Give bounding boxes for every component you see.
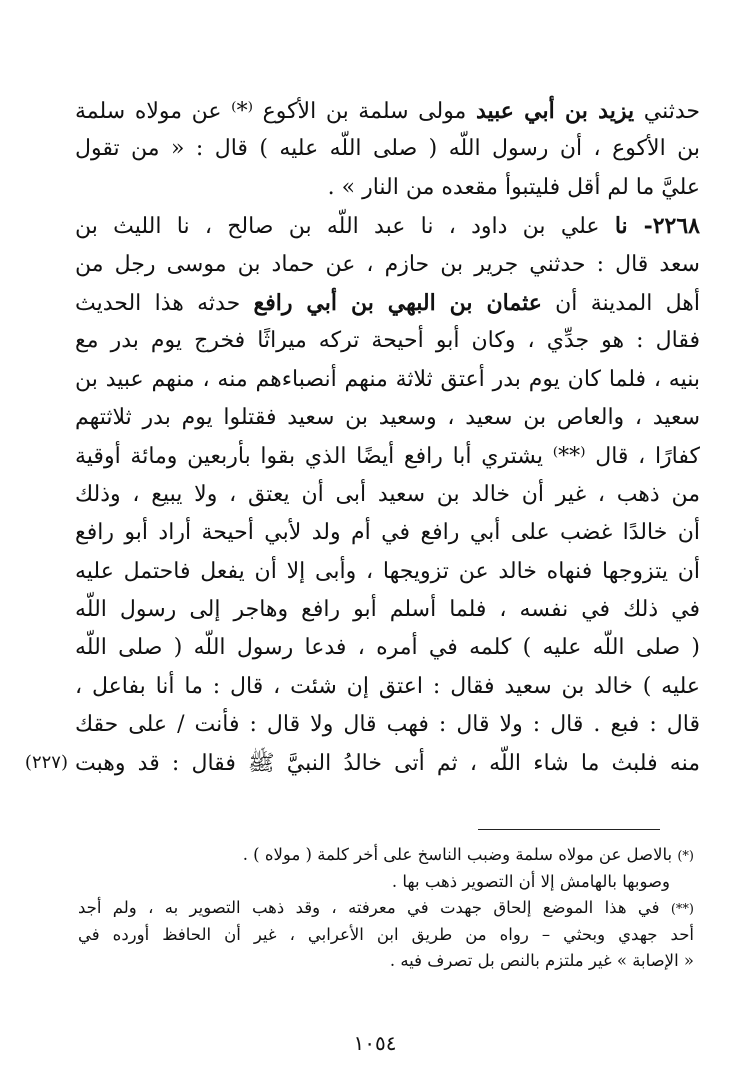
footnote-line bbox=[78, 842, 694, 869]
text-run: سعد قال : حدثني جرير بن حازم ، عن حماد بن موسى رجل من bbox=[75, 251, 700, 277]
footnote-line bbox=[78, 948, 694, 975]
footnote-text: « الإصابة » غير ملتزم بالنص بل تصرف فيه . bbox=[389, 951, 694, 970]
text-run: أهل المدينة أن bbox=[541, 290, 700, 316]
text-line bbox=[75, 745, 700, 783]
text-run: قال : فبع . قال : ولا قال : فهب قال ولا قال : فأنت / على حقك bbox=[75, 712, 700, 738]
text-line bbox=[75, 629, 700, 667]
text-run: حدثه هذا الحديث bbox=[75, 290, 254, 316]
text-run: علي بن داود ، نا عبد اللّه بن صالح ، نا الليث بن bbox=[75, 214, 615, 240]
footnote-text: وصوبها بالهامش إلا أن التصوير ذهب بها . bbox=[391, 871, 670, 891]
text-line bbox=[75, 92, 700, 130]
text-line bbox=[75, 169, 700, 207]
footnote-separator bbox=[478, 829, 660, 830]
text-run: أن خالدًا غضب على أبي رافع في أم ولد لأبي أحيحة أراد أبو رافع bbox=[75, 520, 700, 546]
text-line bbox=[75, 207, 700, 245]
text-run: بن الأكوع ، أن رسول اللّه ( صلى اللّه عليه ) قال : « من تقول bbox=[75, 136, 700, 162]
text-line bbox=[75, 322, 700, 360]
text-line bbox=[75, 246, 700, 284]
text-run: من ذهب ، غير أن خالد بن سعيد أبى أن يعتق ، ولا يبيع ، وذلك bbox=[75, 481, 700, 507]
text-run: عليَّ ما لم أقل فليتبوأ مقعده من النار » . bbox=[327, 174, 700, 200]
footnote-line bbox=[78, 895, 694, 922]
footnote-marker: (**) bbox=[670, 902, 694, 917]
text-run: حدثني bbox=[634, 99, 700, 124]
manuscript-folio-marker: (٢٢٧) bbox=[24, 752, 68, 773]
text-run: بنيه ، فلما كان يوم بدر أعتق ثلاثة منهم أنصباءهم منه ، منهم عبيد بن bbox=[75, 366, 700, 392]
text-run: أن يتزوجها فنهاه خالد عن تزويجها ، وأبى إلا أن يفعل فاحتمل عليه bbox=[75, 558, 700, 584]
text-line bbox=[75, 476, 700, 514]
text-run: كفارًا ، قال ⁽**⁾ يشتري أبا رافع أيضًا الذي بقوا بأربعين ومائة أوقية bbox=[75, 443, 700, 469]
text-line bbox=[75, 553, 700, 591]
text-line bbox=[75, 591, 700, 629]
text-line bbox=[75, 284, 700, 322]
text-line bbox=[75, 706, 700, 744]
text-line bbox=[75, 130, 700, 168]
footnote-text: أحد جهدي وبحثي – رواه من طريق ابن الأعرابي ، غير أن الحافظ أورده في bbox=[78, 924, 694, 944]
text-line bbox=[75, 438, 700, 476]
footnote-line bbox=[78, 922, 694, 949]
text-run: فقال : هو جدِّي ، وكان أبو أحيحة تركه ميراثًا فخرج يوم بدر مع bbox=[75, 328, 700, 354]
text-run: عليه ) خالد بن سعيد فقال : اعتق إن شئت ، قال : ما أنا بفاعل ، bbox=[75, 673, 700, 699]
text-line bbox=[75, 361, 700, 399]
footnote-line bbox=[78, 869, 694, 896]
footnote-text: في هذا الموضع إلحاق جهدت في معرفته ، وقد ذهب التصوير به ، ولم أجد bbox=[78, 898, 671, 917]
page-number: ١٠٥٤ bbox=[353, 1031, 397, 1055]
narrator-name: يزيد بن أبي عبيد bbox=[475, 98, 635, 124]
text-run: سعيد ، والعاص بن سعيد ، وسعيد بن سعيد فقتلوا يوم بدر ثلاثتهم bbox=[75, 405, 700, 431]
text-run: ( صلى اللّه عليه ) كلمه في أمره ، فدعا رسول اللّه ( صلى اللّه bbox=[75, 635, 700, 661]
footnote-text: بالاصل عن مولاه سلمة وضبب الناسخ على أخر كلمة ( مولاه ) . bbox=[242, 845, 678, 864]
text-run: منه فلبث ما شاء اللّه ، ثم أتى خالدُ النبيَّ ﷺ فقال : قد وهبت bbox=[75, 750, 700, 776]
text-line bbox=[75, 399, 700, 437]
main-text bbox=[75, 92, 700, 783]
footnotes bbox=[78, 842, 694, 975]
text-line bbox=[75, 668, 700, 706]
text-run: في ذلك في نفسه ، فلما أسلم أبو رافع وهاجر إلى رسول اللّه bbox=[75, 597, 700, 623]
footnote-marker: (*) bbox=[677, 849, 694, 864]
narrator-name: عثمان بن البهي بن أبي رافع bbox=[253, 289, 542, 316]
hadith-number: ٢٢٦٨- نا bbox=[614, 213, 700, 240]
text-run: مولى سلمة بن الأكوع ⁽*⁾ عن مولاه سلمة bbox=[75, 99, 476, 124]
text-line bbox=[75, 514, 700, 552]
